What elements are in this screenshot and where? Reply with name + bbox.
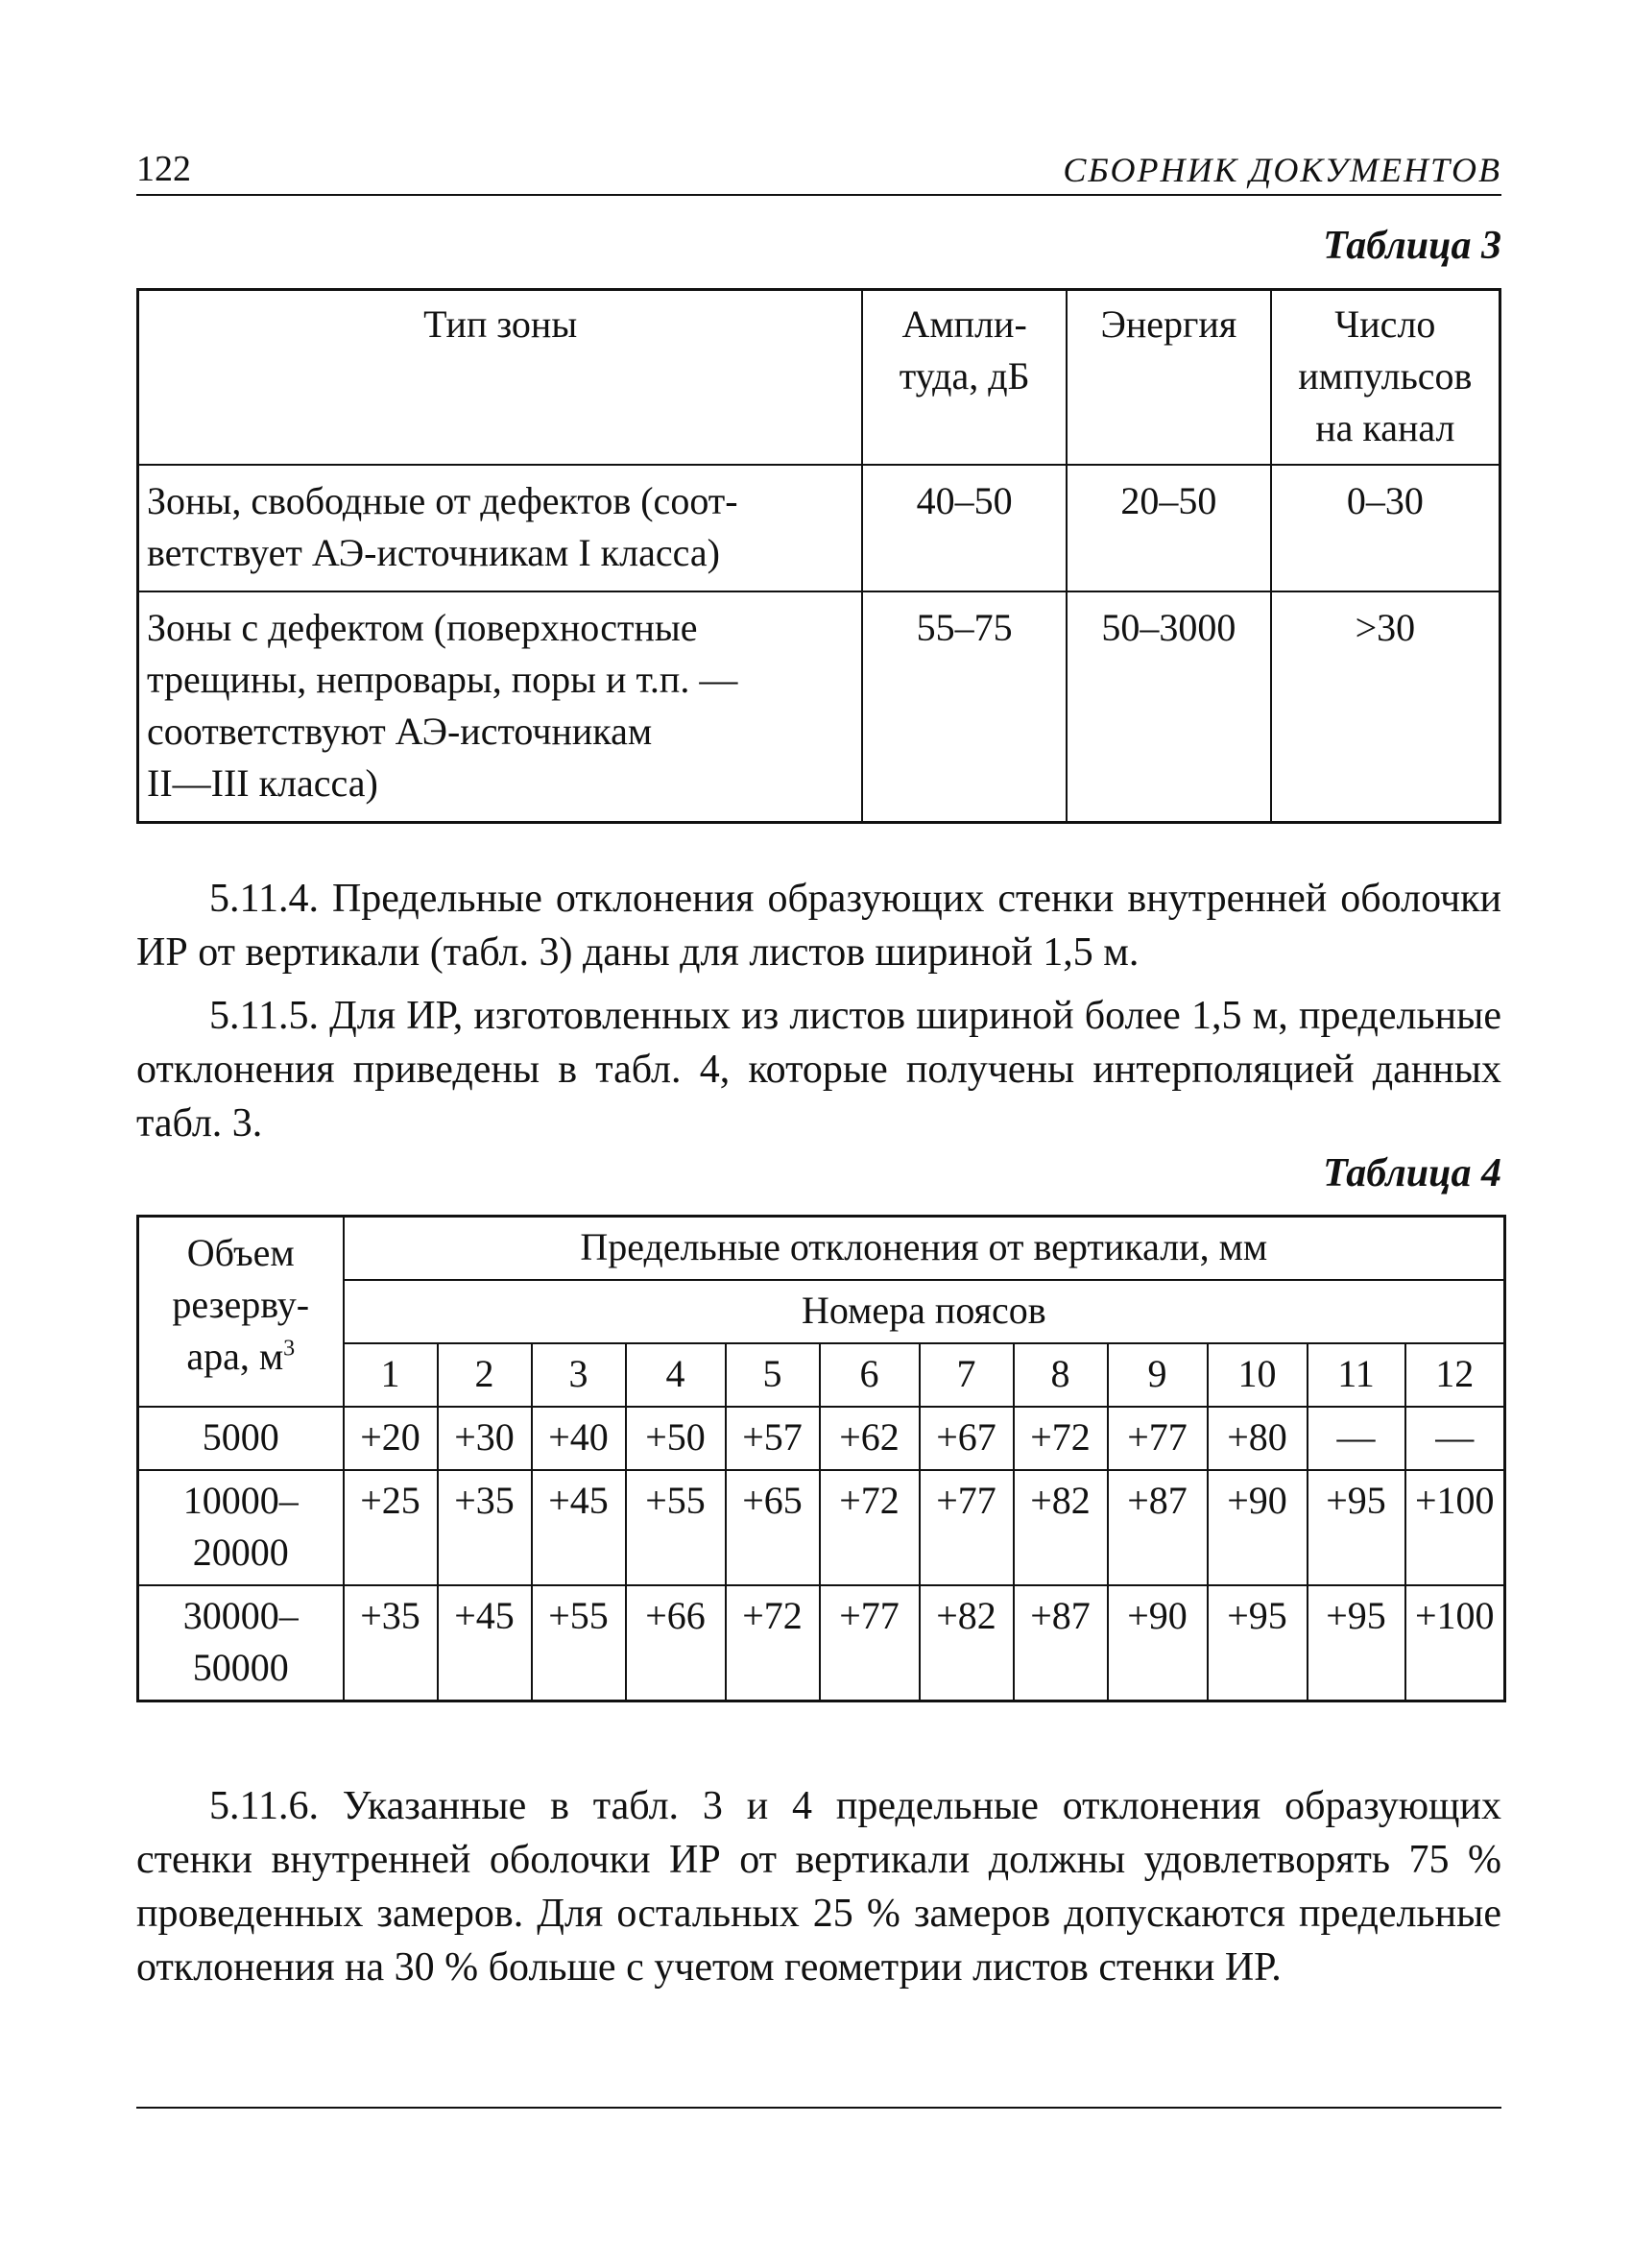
deviation-cell: +77 (820, 1585, 920, 1701)
deviation-cell: +100 (1405, 1470, 1505, 1585)
deviation-cell: +35 (438, 1470, 532, 1585)
deviation-cell: +20 (344, 1407, 438, 1470)
deviation-cell: +50 (626, 1407, 726, 1470)
zone-type-cell: Зоны с дефектом (поверхностные трещины, непровары, поры и т.п. — соответствуют АЭ-источникам II—III класса) (138, 591, 863, 823)
footer-rule (136, 2107, 1501, 2109)
paragraph-5-11-4: 5.11.4. Предельные отклонения образующих стенки внутренней оболочки ИР от вертикали (табл. 3) даны для листов шириной 1,5 м. (136, 877, 1501, 975)
deviation-cell: +45 (438, 1585, 532, 1701)
deviation-cell: +66 (626, 1585, 726, 1701)
pulses-cell: >30 (1271, 591, 1500, 823)
collection-title: СБОРНИК ДОКУМЕНТОВ (1063, 151, 1501, 189)
deviation-cell: +67 (920, 1407, 1014, 1470)
deviation-cell: +100 (1405, 1585, 1505, 1701)
pulses-cell: 0–30 (1271, 465, 1500, 591)
volume-header: Объем резерву- ара, $м^3$ (138, 1217, 344, 1408)
table3 (136, 288, 1501, 824)
deviation-cell: +72 (820, 1470, 920, 1585)
deviation-cell: +95 (1308, 1470, 1405, 1585)
volume-cell: 10000– 20000 (138, 1470, 344, 1585)
deviation-cell: +87 (1108, 1470, 1208, 1585)
deviation-cell: +30 (438, 1407, 532, 1470)
paragraph-5-11-5: 5.11.5. Для ИР, изготовленных из листов шириной более 1,5 м, предельные отклонения приведены в табл. 4, которые получены интерполяцией данных табл. 3. (136, 994, 1501, 1146)
table-row (138, 1585, 1505, 1701)
deviation-cell: +87 (1014, 1585, 1108, 1701)
belt-number-cell: 11 (1308, 1343, 1405, 1407)
deviation-cell: +55 (532, 1585, 626, 1701)
deviation-cell: +77 (920, 1470, 1014, 1585)
amplitude-cell: 40–50 (862, 465, 1067, 591)
deviation-cell: +40 (532, 1407, 626, 1470)
deviation-cell: +90 (1208, 1470, 1308, 1585)
volume-cell: 5000 (138, 1407, 344, 1470)
energy-cell: 20–50 (1067, 465, 1271, 591)
deviation-cell: +90 (1108, 1585, 1208, 1701)
table-row (138, 465, 1500, 591)
belt-number-cell: 6 (820, 1343, 920, 1407)
table4-subheader-row (138, 1280, 1505, 1343)
belt-number-cell: 2 (438, 1343, 532, 1407)
amplitude-header: Ампли- туда, дБ (862, 290, 1067, 466)
deviation-cell: +95 (1308, 1585, 1405, 1701)
table-row (138, 1470, 1505, 1585)
deviation-cell: +72 (726, 1585, 820, 1701)
zone-type-header: Тип зоны (138, 290, 863, 466)
deviation-cell: +95 (1208, 1585, 1308, 1701)
belt-number-row (138, 1343, 1505, 1407)
deviation-header: Предельные отклонения от вертикали, мм (344, 1217, 1505, 1281)
deviation-cell: +82 (920, 1585, 1014, 1701)
energy-header: Энергия (1067, 290, 1271, 466)
deviation-cell: +45 (532, 1470, 626, 1585)
volume-cell: 30000– 50000 (138, 1585, 344, 1701)
deviation-cell: — (1308, 1407, 1405, 1470)
table-row (138, 591, 1500, 823)
energy-cell: 50–3000 (1067, 591, 1271, 823)
belt-number-cell: 5 (726, 1343, 820, 1407)
deviation-cell: +35 (344, 1585, 438, 1701)
belt-number-cell: 1 (344, 1343, 438, 1407)
belt-number-cell: 9 (1108, 1343, 1208, 1407)
table4-header-row (138, 1217, 1505, 1281)
table3-caption: Таблица 3 (1323, 224, 1501, 268)
belt-number-cell: 3 (532, 1343, 626, 1407)
pulses-header: Число импульсов на канал (1271, 290, 1500, 466)
belt-numbers-header: Номера поясов (344, 1280, 1505, 1343)
deviation-cell: +25 (344, 1470, 438, 1585)
belt-number-cell: 8 (1014, 1343, 1108, 1407)
deviation-cell: +65 (726, 1470, 820, 1585)
belt-number-cell: 4 (626, 1343, 726, 1407)
running-header (136, 142, 1501, 196)
deviation-cell: +55 (626, 1470, 726, 1585)
deviation-cell: +72 (1014, 1407, 1108, 1470)
deviation-cell: +62 (820, 1407, 920, 1470)
page-number: 122 (136, 149, 191, 189)
belt-number-cell: 7 (920, 1343, 1014, 1407)
deviation-cell: +82 (1014, 1470, 1108, 1585)
deviation-cell: +80 (1208, 1407, 1308, 1470)
deviation-cell: — (1405, 1407, 1505, 1470)
belt-number-cell: 12 (1405, 1343, 1505, 1407)
table3-header-row (138, 290, 1500, 466)
table4 (136, 1215, 1506, 1702)
deviation-cell: +57 (726, 1407, 820, 1470)
zone-type-cell: Зоны, свободные от дефектов (соот- ветствует АЭ-источникам I класса) (138, 465, 863, 591)
deviation-cell: +77 (1108, 1407, 1208, 1470)
amplitude-cell: 55–75 (862, 591, 1067, 823)
paragraph-5-11-6: 5.11.6. Указанные в табл. 3 и 4 предельные отклонения образующих стенки внутренней оболочки ИР от вертикали должны удовлетворять 75 % проведенных замеров. Для остальных 25 % замеров допускаются предельные отклонения на 30 % больше с учетом геометрии листов стенки ИР. (136, 1784, 1501, 1990)
table4-body (138, 1407, 1505, 1701)
table4-caption: Таблица 4 (1323, 1151, 1501, 1195)
table-row (138, 1407, 1505, 1470)
belt-number-cell: 10 (1208, 1343, 1308, 1407)
